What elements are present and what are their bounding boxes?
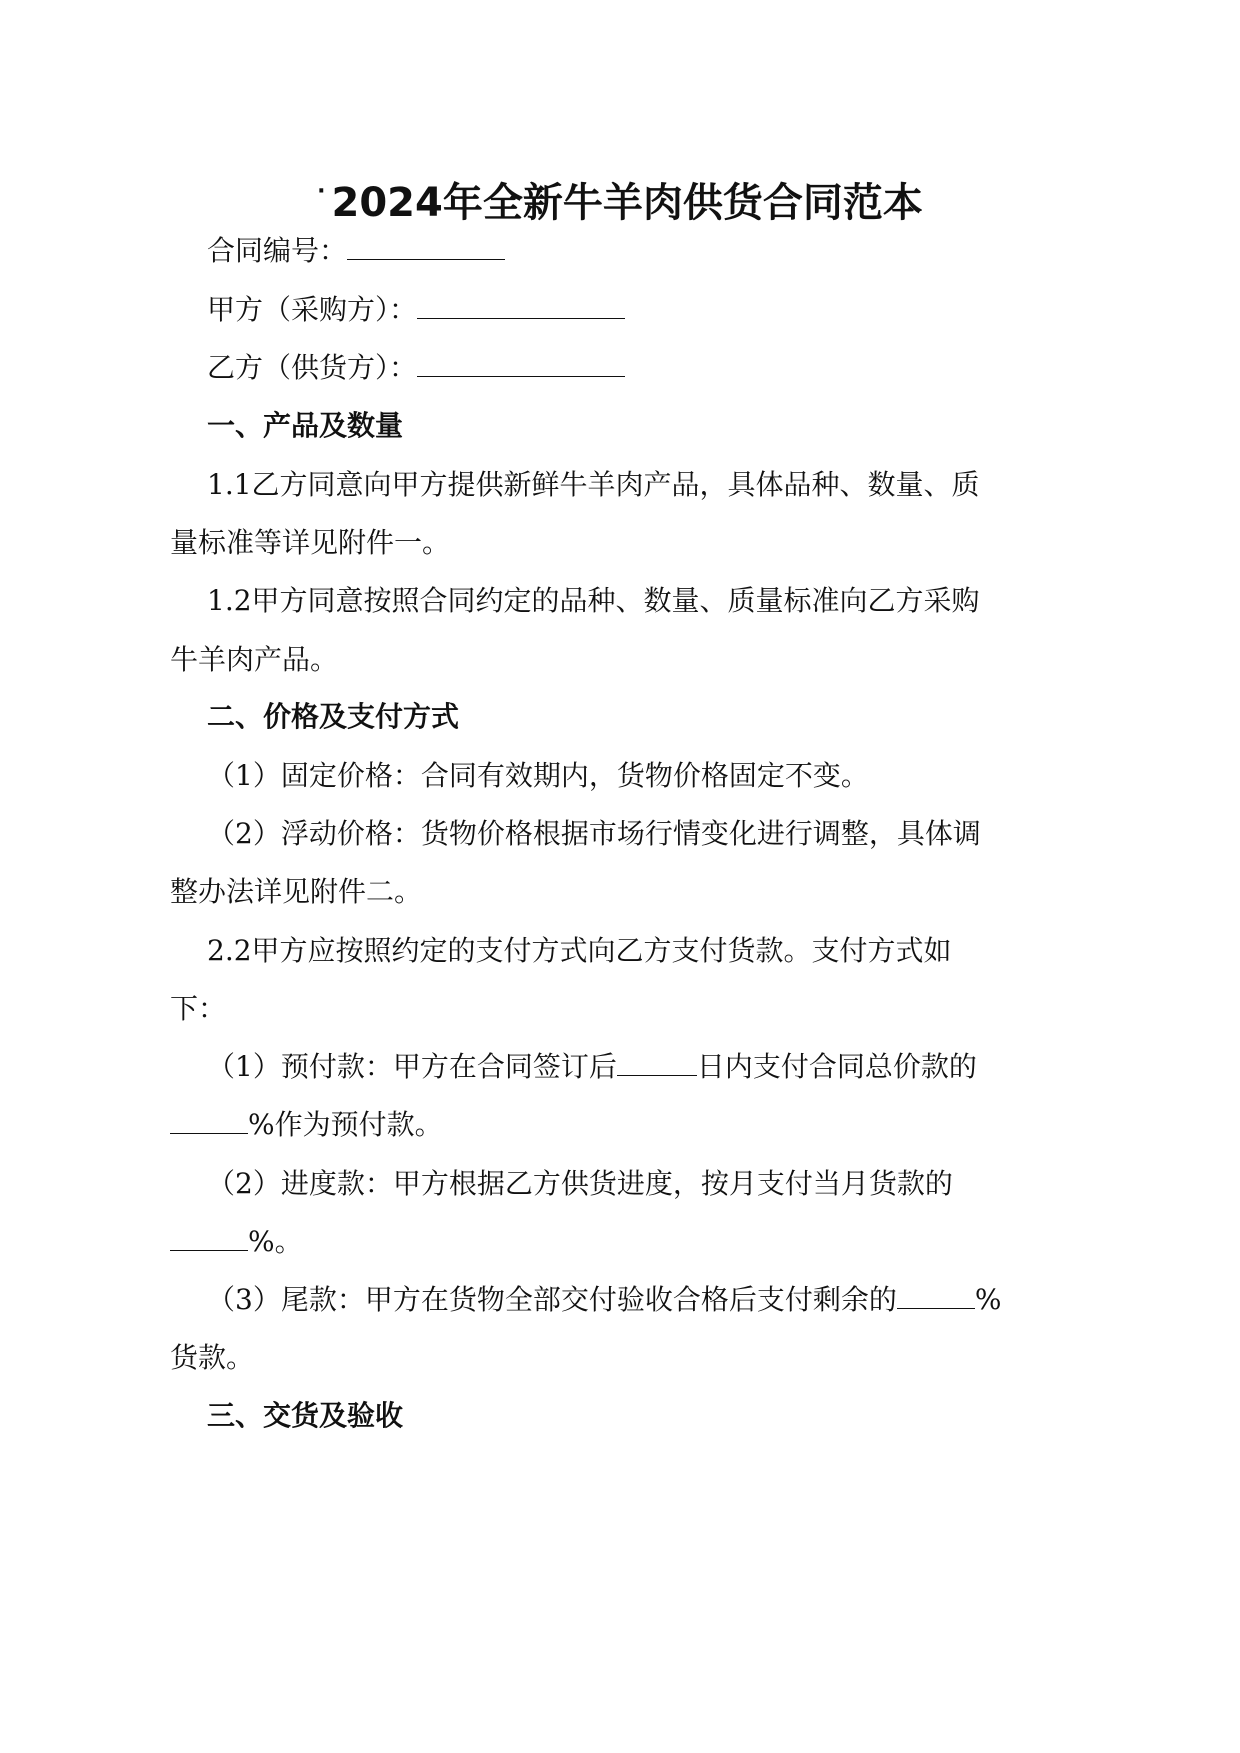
prepayment-percent-blank	[170, 1105, 248, 1134]
section2-heading: 二、价格及支付方式	[207, 700, 460, 733]
clause-1-1-line1: 1.1乙方同意向甲方提供新鲜牛羊肉产品，具体品种、数量、质	[207, 468, 980, 501]
party-a-label: 甲方（采购方）：	[207, 293, 418, 326]
party-a-blank	[417, 290, 625, 319]
clause-2-2-line1: 2.2甲方应按照约定的支付方式向乙方支付货款。支付方式如	[207, 934, 952, 967]
contract-number-field	[207, 231, 505, 271]
floating-price-line1: （2）浮动价格：货物价格根据市场行情变化进行调整，具体调	[207, 817, 981, 850]
prepayment-text-b: 日内支付合同总价款的	[696, 1050, 977, 1083]
section1-heading: 一、产品及数量	[207, 409, 404, 442]
progress-payment-line1: （2）进度款：甲方根据乙方供货进度，按月支付当月货款的	[207, 1167, 953, 1200]
party-b-blank	[417, 348, 625, 377]
final-payment-line2: 货款。	[170, 1341, 255, 1374]
title-mark: ·	[317, 179, 326, 204]
final-payment-line1	[207, 1280, 1001, 1320]
party-b-field	[207, 348, 625, 388]
fixed-price-clause: （1）固定价格：合同有效期内，货物价格固定不变。	[207, 759, 869, 792]
floating-price-line2: 整办法详见附件二。	[170, 875, 423, 908]
section3-heading: 三、交货及验收	[207, 1399, 404, 1432]
party-a-field	[207, 290, 625, 330]
final-payment-text-b: %	[974, 1283, 1002, 1316]
prepayment-text-c: %作为预付款。	[248, 1108, 443, 1141]
progress-payment-text: %。	[248, 1225, 303, 1258]
progress-payment-line2	[170, 1222, 303, 1262]
clause-2-2-line2: 下：	[170, 992, 227, 1025]
contract-number-blank	[347, 231, 505, 260]
prepayment-line1	[207, 1047, 977, 1087]
clause-1-2-line1: 1.2甲方同意按照合同约定的品种、数量、质量标准向乙方采购	[207, 584, 980, 617]
prepayment-text-a: （1）预付款：甲方在合同签订后	[207, 1050, 617, 1083]
document-title	[0, 175, 1240, 238]
prepayment-days-blank	[617, 1047, 697, 1076]
contract-number-label: 合同编号：	[207, 234, 348, 267]
final-percent-blank	[897, 1280, 975, 1309]
clause-1-2-line2: 牛羊肉产品。	[170, 643, 339, 676]
clause-1-1-line2: 量标准等详见附件一。	[170, 526, 451, 559]
title-text: 2024年全新牛羊肉供货合同范本	[331, 180, 923, 226]
prepayment-line2	[170, 1105, 443, 1145]
final-payment-text-a: （3）尾款：甲方在货物全部交付验收合格后支付剩余的	[207, 1283, 897, 1316]
progress-percent-blank	[170, 1222, 248, 1251]
party-b-label: 乙方（供货方）：	[207, 351, 418, 384]
